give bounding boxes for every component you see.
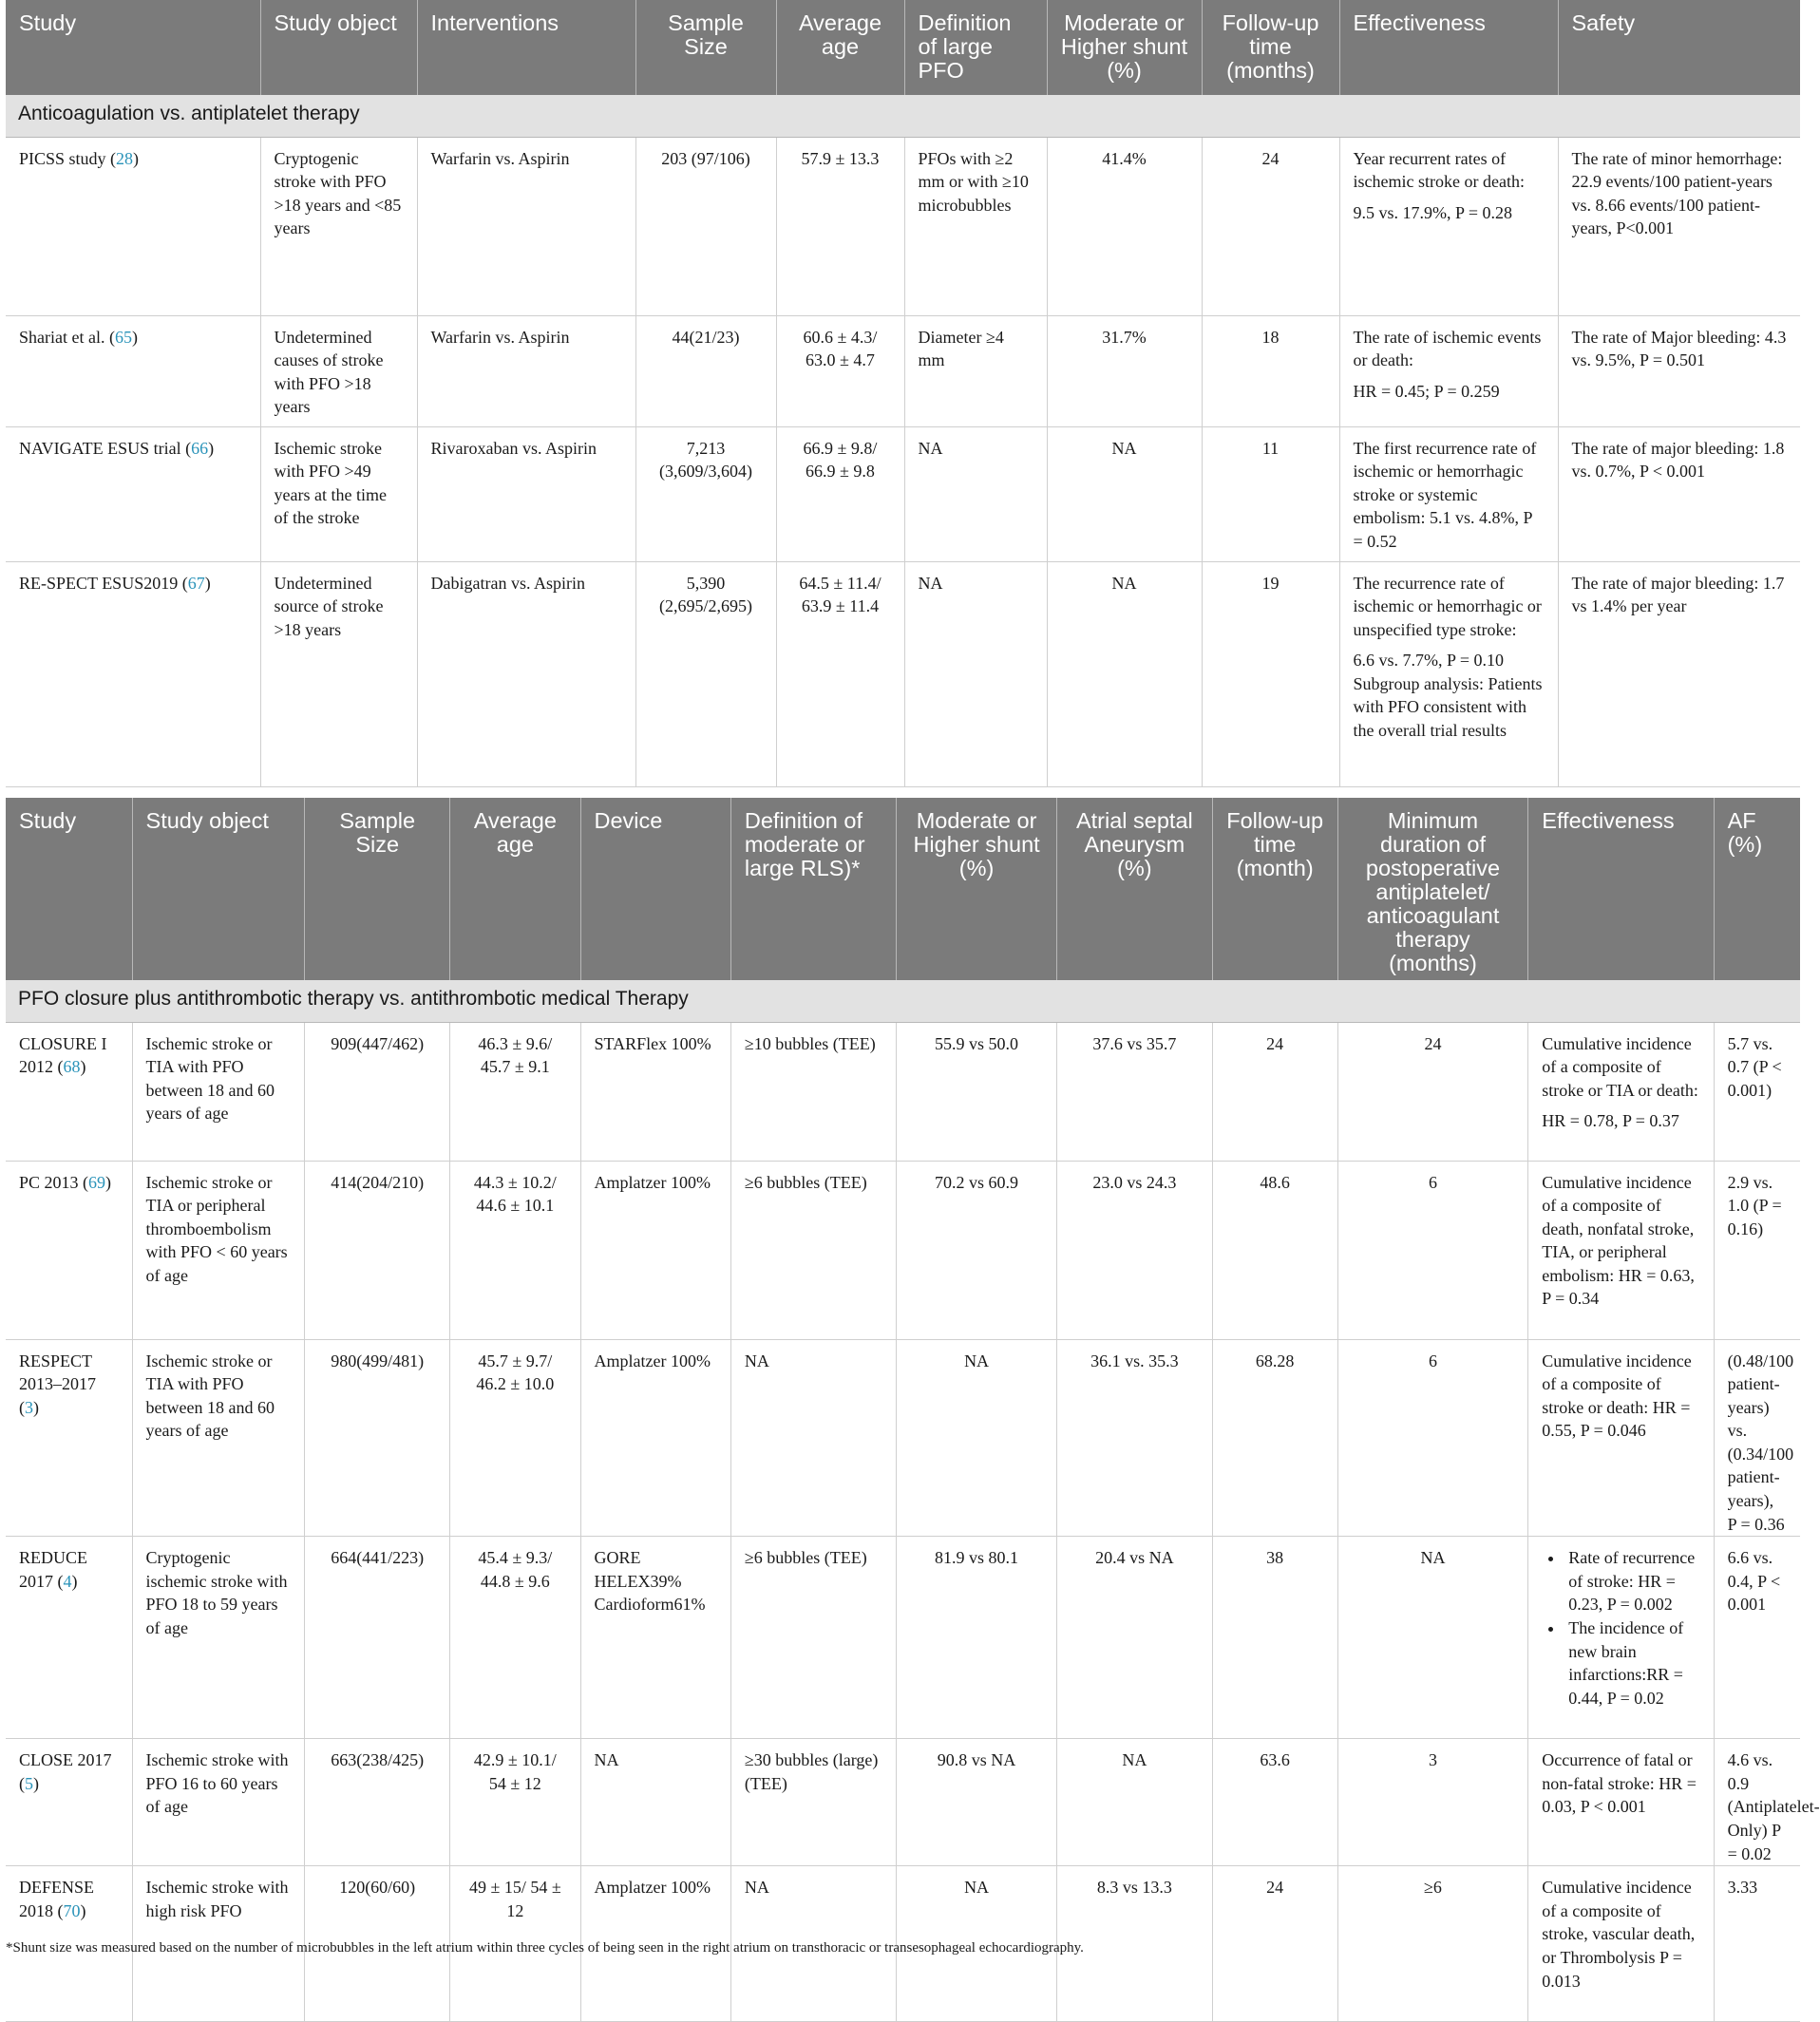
aneurysm-cell: 20.4 vs NA xyxy=(1057,1537,1213,1739)
table-row xyxy=(6,1739,1800,1866)
study-object-cell: Ischemic stroke or TIA with PFO between 18 and 60 years of age xyxy=(132,1339,305,1537)
study-object-cell: Ischemic stroke or TIA with PFO between 18 and 60 years of age xyxy=(132,1022,305,1161)
shunt-cell: 90.8 vs NA xyxy=(897,1739,1057,1866)
reference-link[interactable]: 66 xyxy=(191,438,209,458)
reference-link[interactable]: 28 xyxy=(116,148,134,168)
effectiveness-cell: Cumulative incidence of a composite of stroke or death: HR = 0.55, P = 0.046 xyxy=(1528,1339,1714,1537)
study-object-cell: Cryptogenic ischemic stroke with PFO 18 to 59 years of age xyxy=(132,1537,305,1739)
definition-cell: ≥10 bubbles (TEE) xyxy=(730,1022,896,1161)
reference-link[interactable]: 3 xyxy=(25,1397,33,1417)
average-age-cell: 60.6 ± 4.3/ 63.0 ± 4.7 xyxy=(776,315,904,426)
af-cell: 4.6 vs. 0.9 (Antiplatelet-Only) P = 0.02 xyxy=(1714,1739,1800,1866)
study-cell: RESPECT 2013–2017 (3) xyxy=(6,1339,132,1537)
study-cell: CLOSE 2017 (5) xyxy=(6,1739,132,1866)
table-row xyxy=(6,1537,1800,1739)
followup-cell: 48.6 xyxy=(1212,1161,1337,1339)
average-age-cell: 66.9 ± 9.8/ 66.9 ± 9.8 xyxy=(776,426,904,561)
col-header: Effectiveness xyxy=(1339,0,1558,95)
shunt-cell: NA xyxy=(1047,426,1202,561)
table-row xyxy=(6,1022,1800,1161)
followup-cell: 18 xyxy=(1202,315,1339,426)
average-age-cell: 44.3 ± 10.2/ 44.6 ± 10.1 xyxy=(450,1161,580,1339)
col-header: Follow-up time (month) xyxy=(1212,798,1337,980)
definition-cell: NA xyxy=(730,1866,896,2022)
device-cell: Amplatzer 100% xyxy=(580,1161,730,1339)
shunt-cell: NA xyxy=(897,1339,1057,1537)
sample-size-cell: 203 (97/106) xyxy=(635,137,776,315)
reference-link[interactable]: 69 xyxy=(88,1172,106,1192)
shunt-cell: 70.2 vs 60.9 xyxy=(897,1161,1057,1339)
interventions-cell: Dabigatran vs. Aspirin xyxy=(417,561,635,786)
table-pfo-closure xyxy=(6,798,1820,2022)
effectiveness-cell: Occurrence of fatal or non-fatal stroke: HR = 0.03, P < 0.001 xyxy=(1528,1739,1714,1866)
therapy-duration-cell: 6 xyxy=(1337,1161,1528,1339)
reference-link[interactable]: 67 xyxy=(187,573,205,593)
study-cell: REDUCE 2017 (4) xyxy=(6,1537,132,1739)
definition-cell: Diameter ≥4 mm xyxy=(904,315,1047,426)
aneurysm-cell: 36.1 vs. 35.3 xyxy=(1057,1339,1213,1537)
table-row xyxy=(6,137,1800,315)
safety-cell: The rate of Major bleeding: 4.3 vs. 9.5%, P = 0.501 xyxy=(1558,315,1800,426)
effectiveness-cell xyxy=(1528,1537,1714,1739)
therapy-duration-cell: ≥6 xyxy=(1337,1866,1528,2022)
therapy-duration-cell: 3 xyxy=(1337,1739,1528,1866)
effectiveness-cell: Year recurrent rates of ischemic stroke or death: 9.5 vs. 17.9%, P = 0.28 xyxy=(1339,137,1558,315)
study-object-cell: Ischemic stroke or TIA or peripheral thromboembolism with PFO < 60 years of age xyxy=(132,1161,305,1339)
safety-cell: The rate of major bleeding: 1.8 vs. 0.7%, P < 0.001 xyxy=(1558,426,1800,561)
average-age-cell: 49 ± 15/ 54 ± 12 xyxy=(450,1866,580,2022)
device-cell: Amplatzer 100% xyxy=(580,1339,730,1537)
safety-cell: The rate of major bleeding: 1.7 vs 1.4% per year xyxy=(1558,561,1800,786)
col-header: Safety xyxy=(1558,0,1800,95)
col-header: Effectiveness xyxy=(1528,798,1714,980)
average-age-cell: 45.4 ± 9.3/ 44.8 ± 9.6 xyxy=(450,1537,580,1739)
sample-size-cell: 664(441/223) xyxy=(305,1537,450,1739)
study-cell: CLOSURE I 2012 (68) xyxy=(6,1022,132,1161)
therapy-duration-cell: 6 xyxy=(1337,1339,1528,1537)
af-cell: (0.48/100 patient-years) vs. (0.34/100 patient-years), P = 0.36 xyxy=(1714,1339,1800,1537)
sample-size-cell: 120(60/60) xyxy=(305,1866,450,2022)
af-cell: 6.6 vs. 0.4, P < 0.001 xyxy=(1714,1537,1800,1739)
list-item: • The incidence of new brain infarctions:RR = 0.44, P = 0.02 xyxy=(1564,1616,1699,1710)
effectiveness-cell: Cumulative incidence of a composite of stroke or TIA or death: HR = 0.78, P = 0.37 xyxy=(1528,1022,1714,1161)
reference-link[interactable]: 70 xyxy=(63,1900,81,1920)
col-header: Atrial septal Aneurysm (%) xyxy=(1057,798,1213,980)
effectiveness-cell: Cumulative incidence of a composite of stroke, vascular death, or Thrombolysis P = 0.013 xyxy=(1528,1866,1714,2022)
sample-size-cell: 663(238/425) xyxy=(305,1739,450,1866)
shunt-cell: 55.9 vs 50.0 xyxy=(897,1022,1057,1161)
average-age-cell: 46.3 ± 9.6/ 45.7 ± 9.1 xyxy=(450,1022,580,1161)
device-cell: GORE HELEX39% Cardioform61% xyxy=(580,1537,730,1739)
table-row xyxy=(6,1339,1800,1537)
aneurysm-cell: 37.6 vs 35.7 xyxy=(1057,1022,1213,1161)
shunt-cell: NA xyxy=(897,1866,1057,2022)
average-age-cell: 42.9 ± 10.1/ 54 ± 12 xyxy=(450,1739,580,1866)
effectiveness-cell: Cumulative incidence of a composite of death, nonfatal stroke, TIA, or peripheral embolism: HR = 0.63, P = 0.34 xyxy=(1528,1161,1714,1339)
safety-cell: The rate of minor hemorrhage: 22.9 events/100 patient-years vs. 8.66 events/100 patient-years, P<0.001 xyxy=(1558,137,1800,315)
reference-link[interactable]: 4 xyxy=(63,1571,72,1591)
col-header: Study xyxy=(6,0,260,95)
device-cell: NA xyxy=(580,1739,730,1866)
average-age-cell: 64.5 ± 11.4/ 63.9 ± 11.4 xyxy=(776,561,904,786)
sample-size-cell: 44(21/23) xyxy=(635,315,776,426)
definition-cell: ≥30 bubbles (large) (TEE) xyxy=(730,1739,896,1866)
col-header: Interventions xyxy=(417,0,635,95)
followup-cell: 24 xyxy=(1202,137,1339,315)
sample-size-cell: 980(499/481) xyxy=(305,1339,450,1537)
shunt-cell: 41.4% xyxy=(1047,137,1202,315)
definition-cell: NA xyxy=(730,1339,896,1537)
header-row xyxy=(6,798,1800,980)
definition-cell: ≥6 bubbles (TEE) xyxy=(730,1537,896,1739)
reference-link[interactable]: 5 xyxy=(25,1773,33,1793)
followup-cell: 19 xyxy=(1202,561,1339,786)
device-cell: Amplatzer 100% xyxy=(580,1866,730,2022)
aneurysm-cell: 23.0 vs 24.3 xyxy=(1057,1161,1213,1339)
aneurysm-cell: 8.3 vs 13.3 xyxy=(1057,1866,1213,2022)
table-row xyxy=(6,315,1800,426)
sample-size-cell: 5,390 (2,695/2,695) xyxy=(635,561,776,786)
col-header: Moderate or Higher shunt (%) xyxy=(897,798,1057,980)
study-object-cell: Ischemic stroke with high risk PFO xyxy=(132,1866,305,2022)
col-header: Sample Size xyxy=(305,798,450,980)
therapy-duration-cell: NA xyxy=(1337,1537,1528,1739)
shunt-cell: 31.7% xyxy=(1047,315,1202,426)
af-cell: 5.7 vs. 0.7 (P < 0.001) xyxy=(1714,1022,1800,1161)
table-row xyxy=(6,561,1800,786)
study-object-cell: Undetermined causes of stroke with PFO >18 years xyxy=(260,315,417,426)
interventions-cell: Warfarin vs. Aspirin xyxy=(417,315,635,426)
af-cell: 2.9 vs. 1.0 (P = 0.16) xyxy=(1714,1161,1800,1339)
col-header: Minimum duration of postoperative antiplatelet/ anticoagulant therapy (months) xyxy=(1337,798,1528,980)
definition-cell: PFOs with ≥2 mm or with ≥10 microbubbles xyxy=(904,137,1047,315)
followup-cell: 24 xyxy=(1212,1866,1337,2022)
effectiveness-cell: The recurrence rate of ischemic or hemorrhagic or unspecified type stroke: 6.6 vs. 7.7%, P = 0.10 Subgroup analysis: Patients with PFO consistent with the overall trial results xyxy=(1339,561,1558,786)
followup-cell: 24 xyxy=(1212,1022,1337,1161)
interventions-cell: Warfarin vs. Aspirin xyxy=(417,137,635,315)
col-header: Study object xyxy=(132,798,305,980)
section-title: Anticoagulation vs. antiplatelet therapy xyxy=(6,95,1800,137)
col-header: Definition of large PFO xyxy=(904,0,1047,95)
col-header: Follow-up time (months) xyxy=(1202,0,1339,95)
study-object-cell: Undetermined source of stroke >18 years xyxy=(260,561,417,786)
followup-cell: 38 xyxy=(1212,1537,1337,1739)
section-title-row xyxy=(6,980,1800,1022)
followup-cell: 11 xyxy=(1202,426,1339,561)
average-age-cell: 45.7 ± 9.7/ 46.2 ± 10.0 xyxy=(450,1339,580,1537)
study-cell: RE-SPECT ESUS2019 (67) xyxy=(6,561,260,786)
shunt-cell: NA xyxy=(1047,561,1202,786)
study-cell: PC 2013 (69) xyxy=(6,1161,132,1339)
study-object-cell: Cryptogenic stroke with PFO >18 years and <85 years xyxy=(260,137,417,315)
table-footnote: *Shunt size was measured based on the number of microbubbles in the left atrium within three cycles of being seen in the right atrium on transthoracic or transesophageal echocardiography. xyxy=(6,1940,1084,1956)
effectiveness-bullet-list xyxy=(1542,1546,1699,1710)
table-row xyxy=(6,1161,1800,1339)
header-row xyxy=(6,0,1800,95)
reference-link[interactable]: 65 xyxy=(114,327,132,347)
af-cell: 3.33 xyxy=(1714,1866,1800,2022)
study-cell: PICSS study (28) xyxy=(6,137,260,315)
list-item: • Rate of recurrence of stroke: HR = 0.23, P = 0.002 xyxy=(1564,1546,1699,1616)
sample-size-cell: 7,213 (3,609/3,604) xyxy=(635,426,776,561)
study-cell: Shariat et al. (65) xyxy=(6,315,260,426)
average-age-cell: 57.9 ± 13.3 xyxy=(776,137,904,315)
definition-cell: ≥6 bubbles (TEE) xyxy=(730,1161,896,1339)
col-header: Study object xyxy=(260,0,417,95)
effectiveness-cell: The rate of ischemic events or death: HR = 0.45; P = 0.259 xyxy=(1339,315,1558,426)
effectiveness-cell: The first recurrence rate of ischemic or hemorrhagic stroke or systemic embolism: 5.1 vs. 4.8%, P = 0.52 xyxy=(1339,426,1558,561)
col-header: Study xyxy=(6,798,132,980)
device-cell: STARFlex 100% xyxy=(580,1022,730,1161)
study-object-cell: Ischemic stroke with PFO 16 to 60 years of age xyxy=(132,1739,305,1866)
col-header: Device xyxy=(580,798,730,980)
followup-cell: 63.6 xyxy=(1212,1739,1337,1866)
aneurysm-cell: NA xyxy=(1057,1739,1213,1866)
col-header: Sample Size xyxy=(635,0,776,95)
shunt-cell: 81.9 vs 80.1 xyxy=(897,1537,1057,1739)
col-header: Definition of moderate or large RLS)* xyxy=(730,798,896,980)
col-header: AF (%) xyxy=(1714,798,1800,980)
study-cell: NAVIGATE ESUS trial (66) xyxy=(6,426,260,561)
section-title: PFO closure plus antithrombotic therapy vs. antithrombotic medical Therapy xyxy=(6,980,1800,1022)
sample-size-cell: 414(204/210) xyxy=(305,1161,450,1339)
definition-cell: NA xyxy=(904,561,1047,786)
followup-cell: 68.28 xyxy=(1212,1339,1337,1537)
col-header: Average age xyxy=(776,0,904,95)
definition-cell: NA xyxy=(904,426,1047,561)
section-title-row xyxy=(6,95,1800,137)
therapy-duration-cell: 24 xyxy=(1337,1022,1528,1161)
interventions-cell: Rivaroxaban vs. Aspirin xyxy=(417,426,635,561)
col-header: Average age xyxy=(450,798,580,980)
reference-link[interactable]: 68 xyxy=(63,1057,81,1077)
table-row xyxy=(6,426,1800,561)
sample-size-cell: 909(447/462) xyxy=(305,1022,450,1161)
col-header: Moderate or Higher shunt (%) xyxy=(1047,0,1202,95)
study-object-cell: Ischemic stroke with PFO >49 years at the time of the stroke xyxy=(260,426,417,561)
table-anticoagulation xyxy=(6,0,1800,787)
study-cell: DEFENSE 2018 (70) xyxy=(6,1866,132,2022)
